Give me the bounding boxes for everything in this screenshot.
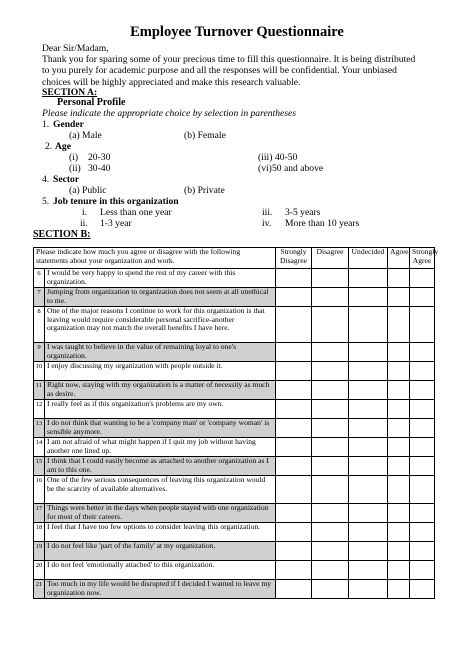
answer-cell-undecided[interactable] (349, 381, 388, 400)
answer-cell-strongly-agree[interactable] (410, 419, 435, 438)
age-option-mark: (i) (69, 152, 79, 163)
answer-cell-strongly-disagree[interactable] (276, 343, 312, 362)
question-statement: I would be very happy to spend the rest of my career with this organization. (45, 269, 276, 288)
question-statement: One of the few serious consequences of leaving this organization would be the scarcity of available alternatives. (45, 476, 276, 504)
question-statement: I do not think that wanting to be a 'company man' or 'company woman' is sensible anymore. (45, 419, 276, 438)
question-number: 14 (34, 438, 45, 457)
gender-option-male[interactable]: (a) Male (69, 130, 102, 141)
intro-line: Thank you for sparing some of your precious time to fill this questionnaire. It is being distributed (42, 54, 416, 66)
sector-option-public[interactable]: (a) Public (69, 185, 107, 196)
q2-number: 2. (45, 141, 53, 152)
answer-cell-strongly-disagree[interactable] (276, 288, 312, 307)
question-statement: I do not feel 'emotionally attached' to this organization. (45, 561, 276, 580)
table-instruction: Please indicate how much you agree or disagree with the following statements about your organization and work. (34, 248, 276, 269)
personal-profile-heading: Personal Profile (57, 97, 126, 108)
question-number: 15 (34, 457, 45, 476)
table-row (34, 400, 435, 419)
answer-cell-agree[interactable] (388, 580, 410, 599)
answer-cell-strongly-agree[interactable] (410, 504, 435, 523)
tenure-option-1-3[interactable]: 1-3 year (100, 218, 132, 229)
answer-cell-undecided[interactable] (349, 476, 388, 504)
question-statement: One of the major reasons I continue to work for this organization is that leaving would require considerable personal sacrifice-another organization may not match the overall benefits I have here. (45, 307, 276, 343)
answer-cell-strongly-disagree[interactable] (276, 362, 312, 381)
answer-cell-strongly-agree[interactable] (410, 542, 435, 561)
page-title: Employee Turnover Questionnaire (130, 24, 344, 40)
answer-cell-strongly-agree[interactable] (410, 269, 435, 288)
answer-cell-strongly-disagree[interactable] (276, 523, 312, 542)
answer-cell-disagree[interactable] (312, 381, 349, 400)
answer-cell-undecided[interactable] (349, 288, 388, 307)
q2-label: Age (55, 141, 71, 152)
answer-cell-strongly-disagree[interactable] (276, 457, 312, 476)
age-option-50-above[interactable]: 50 and above (272, 163, 324, 174)
answer-cell-disagree[interactable] (312, 400, 349, 419)
question-number: 18 (34, 523, 45, 542)
answer-cell-undecided[interactable] (349, 504, 388, 523)
answer-cell-agree[interactable] (388, 381, 410, 400)
answer-cell-disagree[interactable] (312, 269, 349, 288)
question-statement: Jumping from organization to organization does not seem at all unethical to me. (45, 288, 276, 307)
question-number: 16 (34, 476, 45, 504)
q5-number: 5. (42, 196, 50, 207)
answer-cell-undecided[interactable] (349, 343, 388, 362)
table-row (34, 523, 435, 542)
answer-cell-agree[interactable] (388, 269, 410, 288)
table-body (34, 269, 435, 599)
tenure-option-mark: ii. (80, 218, 88, 229)
answer-cell-undecided[interactable] (349, 400, 388, 419)
answer-cell-disagree[interactable] (312, 561, 349, 580)
tenure-option-mark: iv. (262, 218, 272, 229)
answer-cell-strongly-disagree[interactable] (276, 269, 312, 288)
answer-cell-strongly-disagree[interactable] (276, 419, 312, 438)
answer-cell-undecided[interactable] (349, 523, 388, 542)
answer-cell-agree[interactable] (388, 288, 410, 307)
answer-cell-disagree[interactable] (312, 288, 349, 307)
age-option-mark: (ii) (69, 163, 81, 174)
table-row (34, 419, 435, 438)
answer-cell-undecided[interactable] (349, 438, 388, 457)
question-statement: I think that I could easily become as attached to another organization as I am to this one. (45, 457, 276, 476)
q4-label: Sector (53, 174, 80, 185)
tenure-option-less-than-one[interactable]: Less than one year (100, 207, 172, 218)
answer-cell-agree[interactable] (388, 542, 410, 561)
answer-cell-disagree[interactable] (312, 362, 349, 381)
answer-cell-strongly-agree[interactable] (410, 400, 435, 419)
tenure-option-mark: i. (82, 207, 88, 218)
age-option-30-40[interactable]: 30-40 (88, 163, 111, 174)
intro-block (42, 43, 442, 88)
answer-cell-strongly-disagree[interactable] (276, 504, 312, 523)
table-header-row (34, 248, 435, 269)
question-statement: I was taught to believe in the value of remaining loyal to one's organization. (45, 343, 276, 362)
question-statement: Things were better in the days when people stayed with one organization for most of their careers. (45, 504, 276, 523)
answer-cell-disagree[interactable] (312, 307, 349, 343)
answer-cell-disagree[interactable] (312, 343, 349, 362)
question-number: 10 (34, 362, 45, 381)
table-row (34, 381, 435, 400)
answer-cell-undecided[interactable] (349, 362, 388, 381)
gender-option-female[interactable]: (b) Female (184, 130, 226, 141)
likert-table (33, 247, 439, 599)
answer-cell-disagree[interactable] (312, 523, 349, 542)
intro-line: choices will be highly appreciated and make this research valuable. (42, 76, 301, 88)
answer-cell-disagree[interactable] (312, 504, 349, 523)
answer-cell-disagree[interactable] (312, 419, 349, 438)
question-statement: Right now, staying with my organization is a matter of necessity as much as desire. (45, 381, 276, 400)
question-number: 9 (34, 343, 45, 362)
question-number: 6 (34, 269, 45, 288)
answer-cell-agree[interactable] (388, 419, 410, 438)
answer-cell-undecided[interactable] (349, 269, 388, 288)
column-header-strongly-disagree: Strongly Disagree (276, 248, 312, 269)
answer-cell-strongly-disagree[interactable] (276, 381, 312, 400)
answer-cell-disagree[interactable] (312, 542, 349, 561)
answer-cell-undecided[interactable] (349, 580, 388, 599)
answer-cell-strongly-agree[interactable] (410, 561, 435, 580)
question-number: 8 (34, 307, 45, 343)
question-statement: I really feel as if this organization's problems are my own. (45, 400, 276, 419)
answer-cell-strongly-agree[interactable] (410, 288, 435, 307)
table-row (34, 438, 435, 457)
answer-cell-strongly-disagree[interactable] (276, 307, 312, 343)
column-header-agree: Agree (388, 248, 410, 269)
q4-number: 4. (42, 174, 50, 185)
question-number: 17 (34, 504, 45, 523)
column-header-disagree: Disagree (312, 248, 349, 269)
answer-cell-agree[interactable] (388, 504, 410, 523)
answer-cell-strongly-disagree[interactable] (276, 580, 312, 599)
question-number: 21 (34, 580, 45, 599)
answer-cell-strongly-agree[interactable] (410, 307, 435, 343)
table-row (34, 457, 435, 476)
answer-cell-undecided[interactable] (349, 542, 388, 561)
answer-cell-undecided[interactable] (349, 457, 388, 476)
question-statement: I am not afraid of what might happen if I quit my job without having another one lined up. (45, 438, 276, 457)
answer-cell-disagree[interactable] (312, 580, 349, 599)
answer-cell-strongly-agree[interactable] (410, 343, 435, 362)
answer-cell-strongly-disagree[interactable] (276, 476, 312, 504)
table-row (34, 504, 435, 523)
answer-cell-strongly-agree[interactable] (410, 381, 435, 400)
section-a-instruction: Please indicate the appropriate choice by selection in parentheses (42, 108, 296, 119)
age-option-40-50[interactable]: 40-50 (275, 152, 298, 163)
answer-cell-agree[interactable] (388, 400, 410, 419)
question-statement: Too much in my life would be disrupted if I decided I wanted to leave my organization now. (45, 580, 276, 599)
table-row (34, 561, 435, 580)
section-a-heading: SECTION A: (42, 87, 98, 98)
answer-cell-disagree[interactable] (312, 438, 349, 457)
answer-cell-undecided[interactable] (349, 419, 388, 438)
table-row (34, 307, 435, 343)
question-number: 11 (34, 381, 45, 400)
age-option-mark: (iii) (258, 152, 273, 163)
question-number: 19 (34, 542, 45, 561)
answer-cell-agree[interactable] (388, 476, 410, 504)
answer-cell-strongly-agree[interactable] (410, 457, 435, 476)
q1-label: Gender (53, 119, 84, 130)
answer-cell-agree[interactable] (388, 438, 410, 457)
section-b-heading: SECTION B: (33, 229, 91, 240)
answer-cell-strongly-agree[interactable] (410, 362, 435, 381)
answer-cell-strongly-agree[interactable] (410, 523, 435, 542)
tenure-option-mark: iii. (262, 207, 273, 218)
column-header-undecided: Undecided (349, 248, 388, 269)
answer-cell-strongly-disagree[interactable] (276, 400, 312, 419)
intro-line: to you purely for academic purpose and all the responses will be confidential. Your unbiased (42, 65, 397, 77)
age-option-20-30[interactable]: 20-30 (88, 152, 111, 163)
answer-cell-undecided[interactable] (349, 561, 388, 580)
table-row (34, 362, 435, 381)
answer-cell-strongly-agree[interactable] (410, 580, 435, 599)
table-row (34, 269, 435, 288)
q5-label: Job tenure in this organization (53, 196, 179, 207)
table-row (34, 580, 435, 599)
tenure-option-more-than-10[interactable]: More than 10 years (285, 218, 360, 229)
answer-cell-agree[interactable] (388, 561, 410, 580)
question-statement: I feel that I have too few options to consider leaving this organization. (45, 523, 276, 542)
tenure-option-3-5[interactable]: 3-5 years (285, 207, 321, 218)
salutation: Dear Sir/Madam, (42, 43, 109, 54)
answer-cell-undecided[interactable] (349, 307, 388, 343)
table-row (34, 343, 435, 362)
answer-cell-agree[interactable] (388, 523, 410, 542)
question-statement: I do not feel like 'part of the family' at my organization. (45, 542, 276, 561)
age-option-mark: (vi) (258, 163, 272, 174)
answer-cell-disagree[interactable] (312, 476, 349, 504)
sector-option-private[interactable]: (b) Private (184, 185, 225, 196)
answer-cell-strongly-disagree[interactable] (276, 561, 312, 580)
answer-cell-agree[interactable] (388, 307, 410, 343)
answer-cell-strongly-disagree[interactable] (276, 542, 312, 561)
table-row (34, 288, 435, 307)
table-row (34, 476, 435, 504)
question-number: 20 (34, 561, 45, 580)
answer-cell-strongly-agree[interactable] (410, 476, 435, 504)
question-number: 12 (34, 400, 45, 419)
table-row (34, 542, 435, 561)
answer-cell-agree[interactable] (388, 362, 410, 381)
answer-cell-agree[interactable] (388, 343, 410, 362)
answer-cell-disagree[interactable] (312, 457, 349, 476)
question-number: 13 (34, 419, 45, 438)
answer-cell-strongly-disagree[interactable] (276, 438, 312, 457)
question-statement: I enjoy discussing my organization with people outside it. (45, 362, 276, 381)
q1-number: 1. (42, 119, 50, 130)
answer-cell-agree[interactable] (388, 457, 410, 476)
question-number: 7 (34, 288, 45, 307)
column-header-strongly-agree: Strongly Agree (410, 248, 435, 269)
answer-cell-strongly-agree[interactable] (410, 438, 435, 457)
